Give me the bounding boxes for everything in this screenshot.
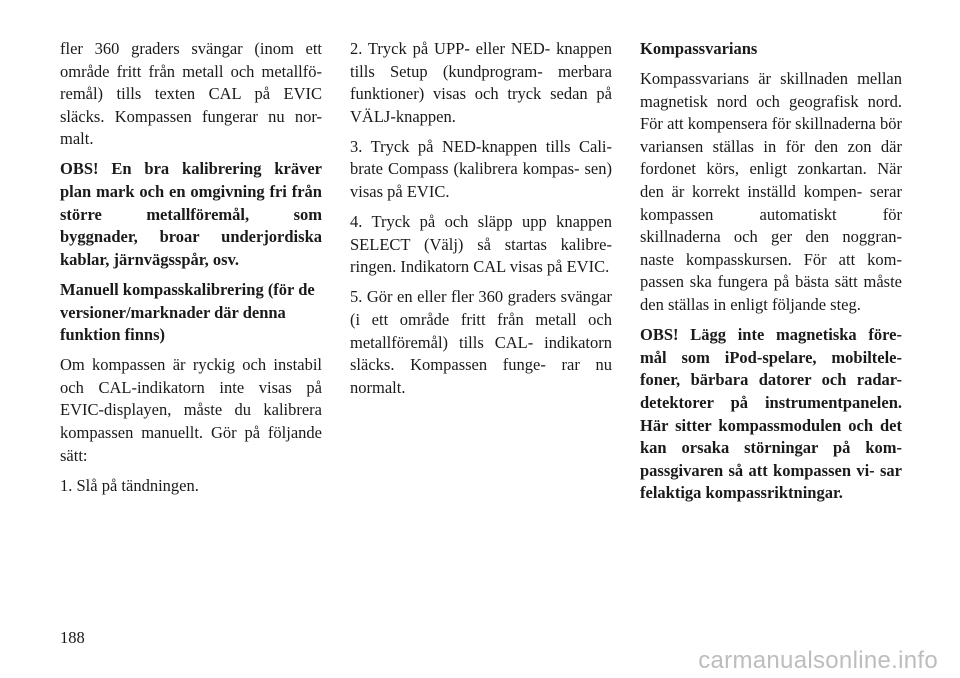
section-heading-compass-variance: Kompassvarians	[640, 39, 758, 58]
text-column-middle	[350, 38, 612, 407]
step-1: 1. Slå på tändningen.	[60, 475, 199, 495]
step-4: 4. Tryck på och släpp upp knappen SELECT (Välj) så startas kalibre- ringen. Indikatorn CAL visas på EVIC.	[350, 212, 612, 277]
paragraph-manual-calibration-intro: Om kompassen är ryckig och instabil och CAL-indikatorn inte visas på EVIC-displayen, måste du kalibrera kompassen manuellt. Gör på följande sätt:	[60, 355, 322, 465]
note-magnetic-objects: OBS! Lägg inte magnetiska före- mål som iPod-spelare, mobiltele- foner, bärbara datorer och radar- detektorer på instrumentpanelen. Här sitter kompassmodulen och det kan orsaka störningar på kom- passgivaren så att kompassen vi- sar felaktiga kompassriktningar.	[640, 325, 902, 503]
text-column-right	[640, 38, 902, 512]
step-3: 3. Tryck på NED-knappen tills Cali- brate Compass (kalibrera kompas- sen) visas på EVIC.	[350, 136, 612, 202]
text-column-left	[60, 38, 322, 505]
page-number: 188	[60, 628, 85, 647]
step-2: 2. Tryck på UPP- eller NED- knappen tills Setup (kundprogram- merbara funktioner) visas och tryck sedan på VÄLJ-knappen.	[350, 39, 612, 126]
watermark: carmanualsonline.info	[698, 647, 938, 674]
paragraph-compass-variance: Kompassvarians är skillnaden mellan magnetisk nord och geografisk nord. För att kompensera för skillnaderna bör variansen ställas in för den zon där fordonet körs, enligt zonkartan. När den är korrekt inställd kompen- serar kompassen automatiskt för skillnaderna och ger den noggran- naste kompasskursen. För att kom- passen ska fungera på bästa sätt måste den ställas in enligt följande steg.	[640, 69, 902, 315]
section-heading-manual-calibration: Manuell kompasskalibrering (för de versioner/marknader där denna funktion finns)	[60, 279, 315, 345]
step-5: 5. Gör en eller fler 360 graders svängar (i ett område fritt från metall och metallföremål) tills CAL- indikatorn släcks. Kompassen funge- rar nu normalt.	[350, 287, 612, 397]
paragraph-calibration-end: fler 360 graders svängar (inom ett område fritt från metall och metallfö- remål) tills texten CAL på EVIC släcks. Kompassen fungerar nu nor- malt.	[60, 39, 322, 149]
note-calibration-conditions: OBS! En bra kalibrering kräver plan mark och en omgivning fri från större metallföremål, som byggnader, broar underjordiska kablar, järnvägsspår, osv.	[60, 159, 322, 269]
